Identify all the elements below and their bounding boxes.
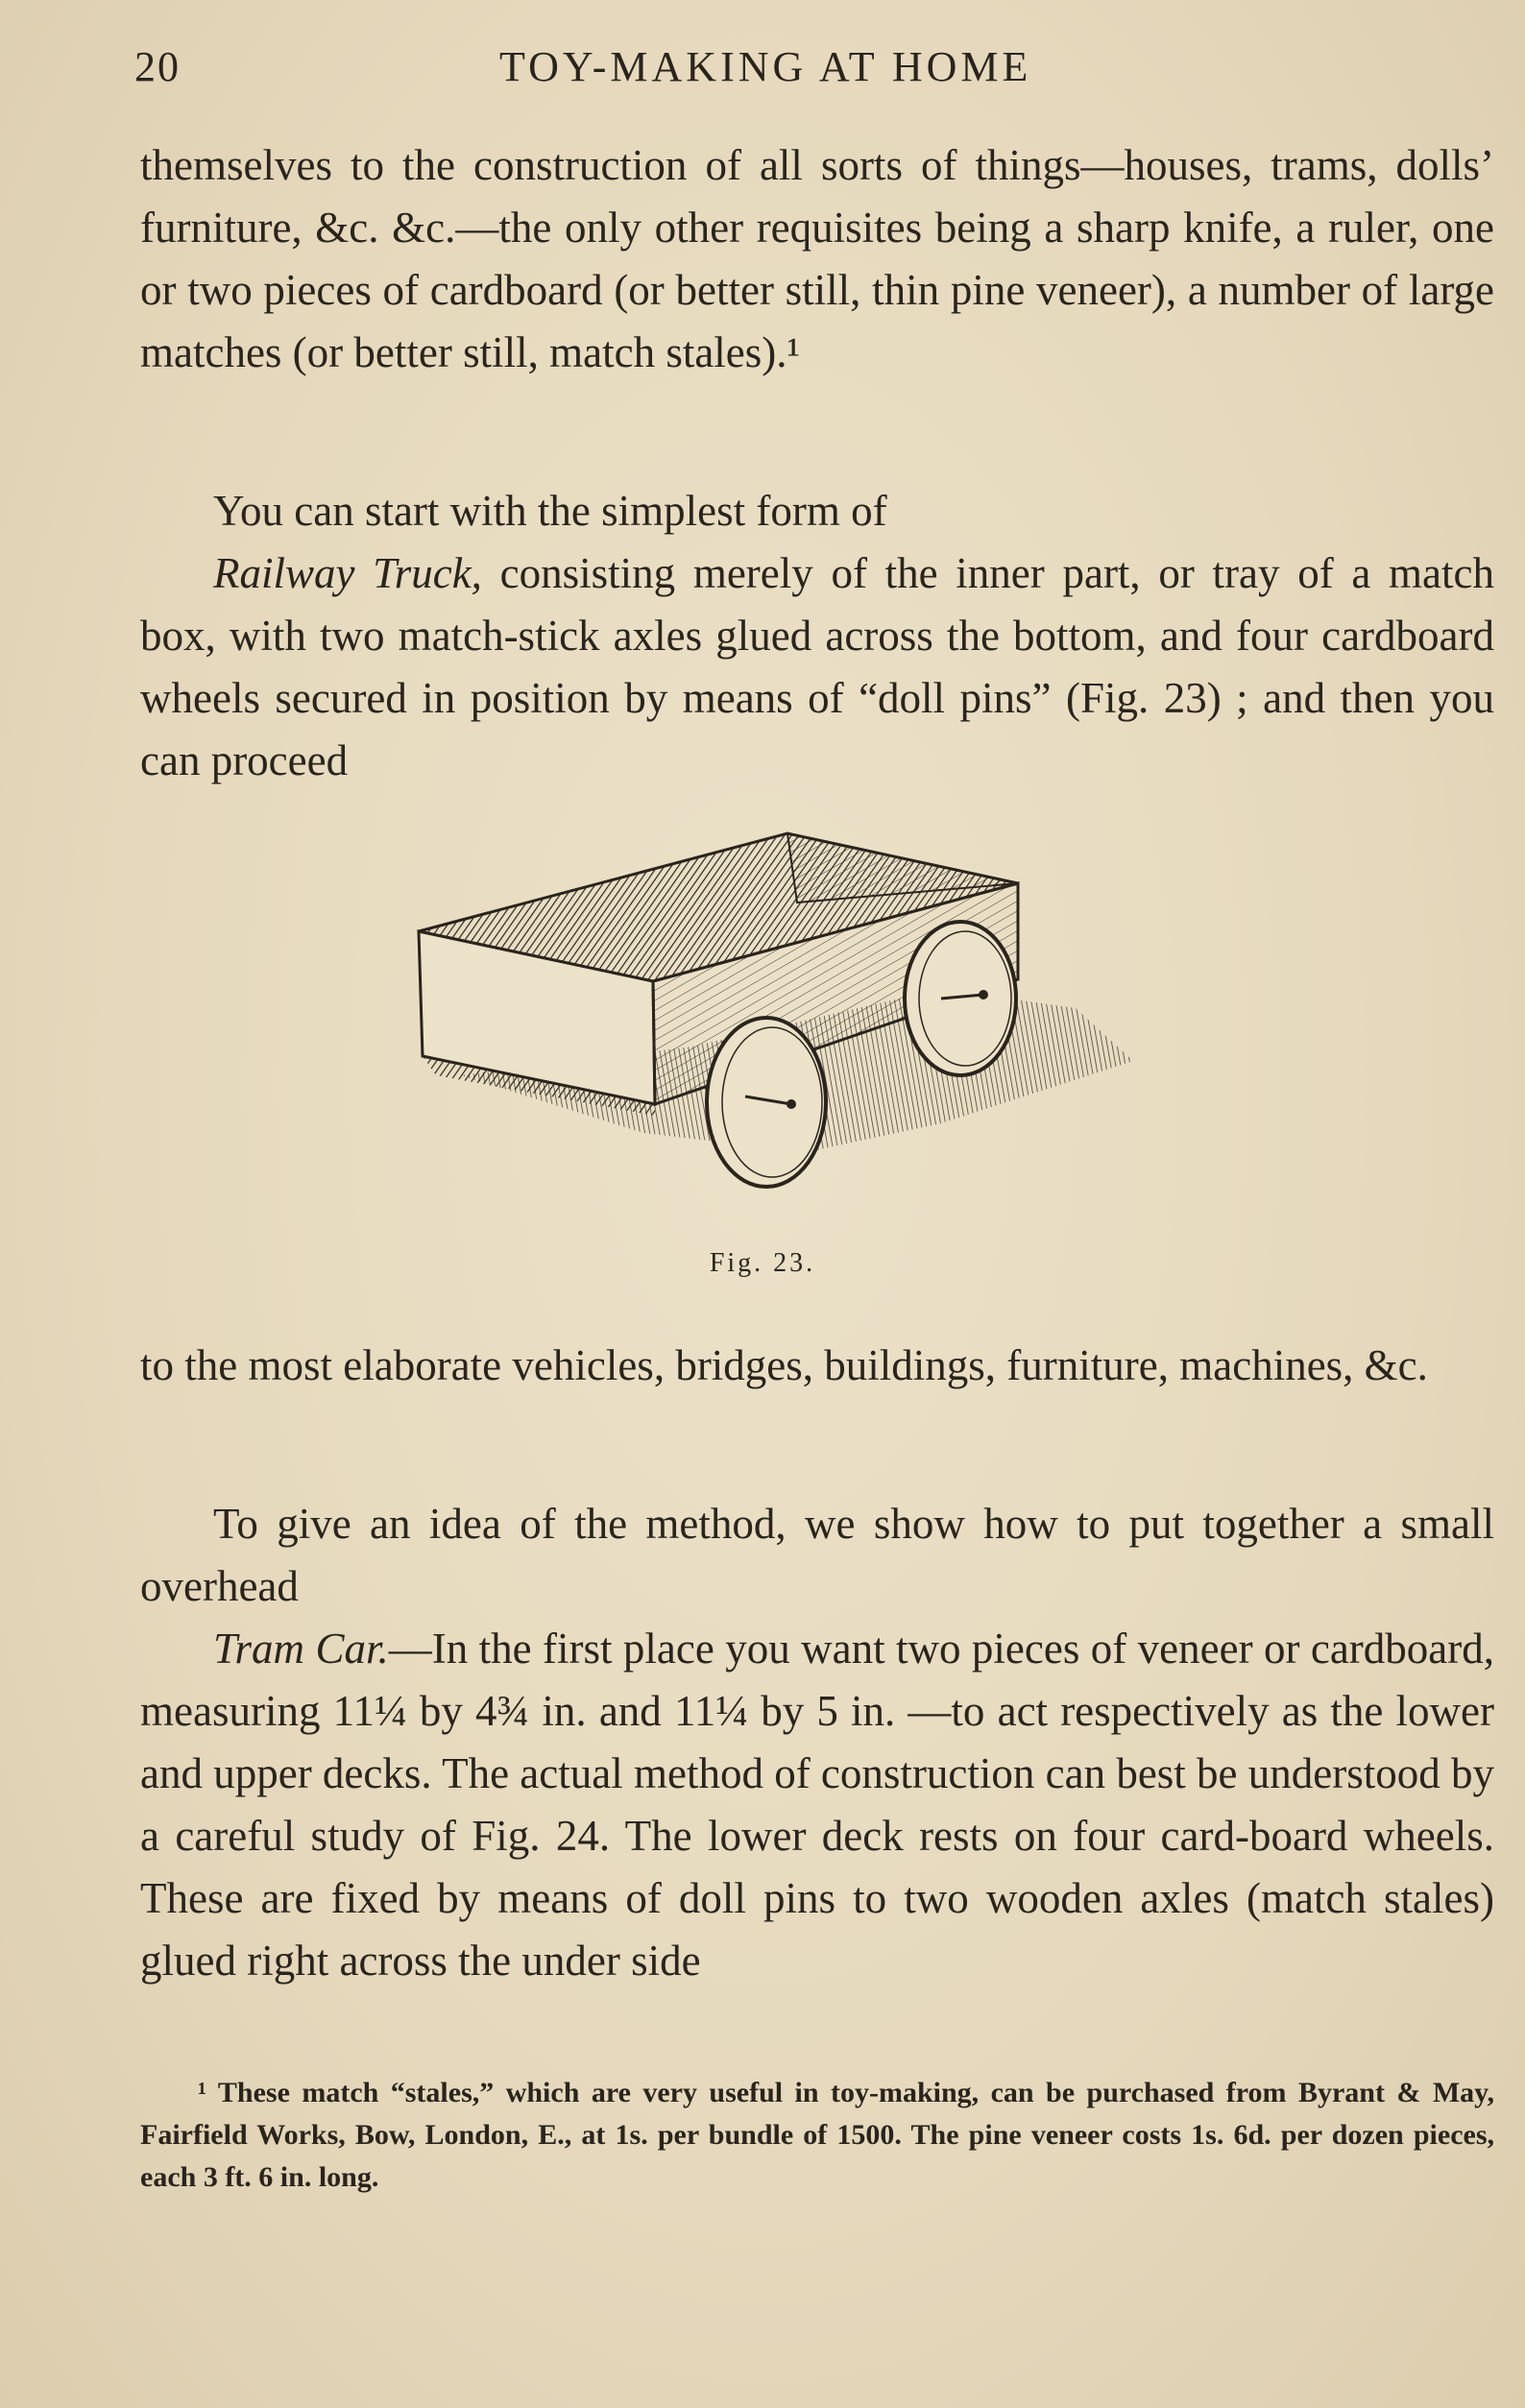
figure-caption: Fig. 23. <box>709 1248 816 1278</box>
tram-car-heading: Tram Car. <box>213 1625 389 1673</box>
railway-truck-heading: Railway Truck, <box>213 549 482 597</box>
footnote <box>140 2072 1494 2199</box>
paragraph-1: themselves to the construction of all sorts of things—houses, trams, dolls’ furniture, &c. &c.—the only other requisites being a sharp knife, a ruler, one or two pieces of cardboard (or better still, thin pine veneer), a number of large matches (or better still, match stales).¹ <box>140 141 1494 376</box>
front-wheel <box>707 1018 826 1187</box>
paragraph-2-text: You can start with the simplest form of <box>213 487 887 535</box>
footnote-text: ¹ These match “stales,” which are very useful in toy-making, can be purchased from Byrant & May, Fairfield Works, Bow, London, E., at 1s. per bundle of 1500. The pine veneer costs 1s. 6d. per dozen pieces, each 3 ft. 6 in. long. <box>140 2077 1494 2193</box>
page-header <box>134 42 1498 100</box>
paragraph-3-text: consisting merely of the inner part, or tray of a match box, with two match-stick axles glued across the bottom, and four cardboard wheels secured in position by means of “doll pins” (Fig. 23) ; and then you can proceed <box>140 549 1495 784</box>
paragraph-3 <box>140 542 1494 792</box>
railway-truck-illustration <box>403 816 1191 1219</box>
page-number: 20 <box>134 43 181 90</box>
rear-wheel <box>905 922 1016 1075</box>
running-title: TOY-MAKING AT HOME <box>499 43 1032 90</box>
paragraph-6-text: —In the first place you want two pieces of veneer or cardboard, measuring 11¼ by 4¾ in. and 11¼ by 5 in. —to act respectively as the lower and upper decks. The actual method of construction can best be understood by a careful study of Fig. 24. The lower deck rests on four card-board wheels. These are fixed by means of doll pins to two wooden axles (match stales) glued right across the under side <box>140 1625 1495 1985</box>
paragraph-5 <box>140 1493 1494 1618</box>
paragraph-2 <box>140 480 1494 542</box>
paragraph-6 <box>140 1618 1494 1992</box>
figure-23-railway-truck <box>403 816 1191 1219</box>
paragraph-4: to the most elaborate vehicles, bridges, buildings, furniture, machines, &c. <box>140 1341 1428 1389</box>
paragraph-5-text: To give an idea of the method, we show how to put together a small overhead <box>140 1500 1494 1610</box>
